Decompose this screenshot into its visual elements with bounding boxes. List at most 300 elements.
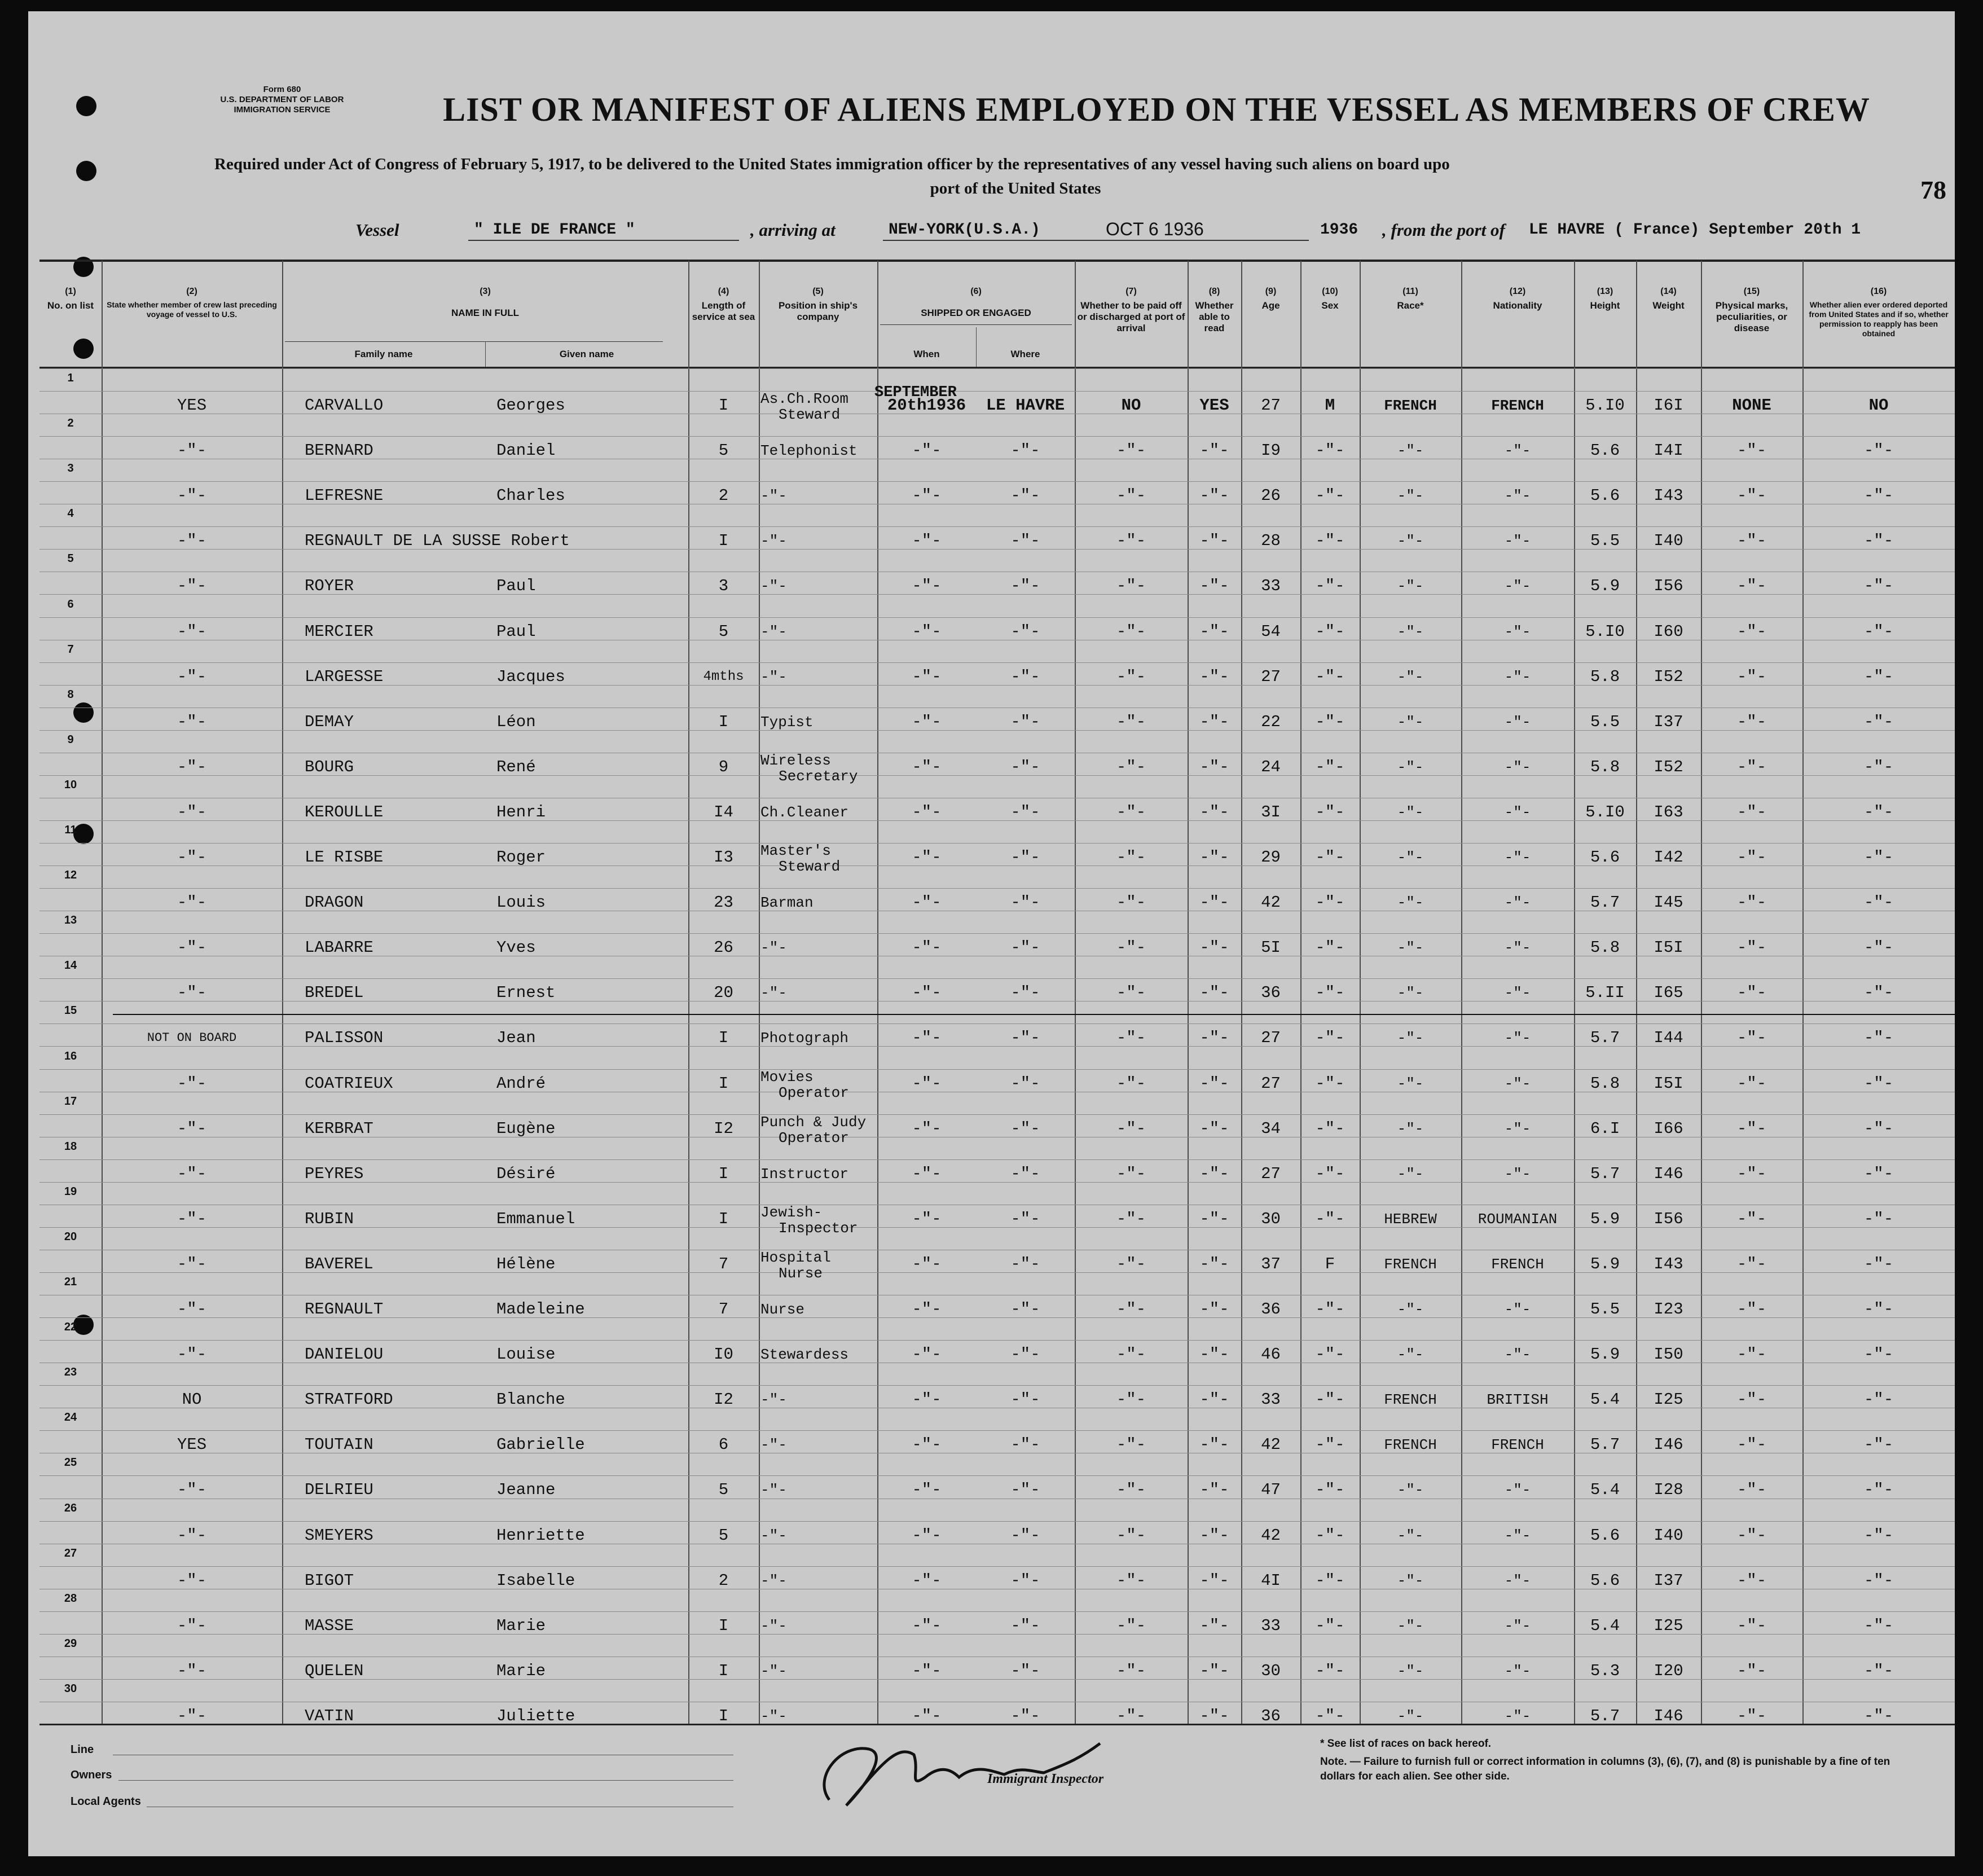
nationality-cell: -"- xyxy=(1504,1707,1531,1725)
column-title: State whether member of crew last preceding voyage of vessel to U.S. xyxy=(107,300,277,319)
position-cell-2: Secretary xyxy=(779,767,858,785)
previous-voyage-cell: -"- xyxy=(177,486,207,506)
able-to-read-cell: -"- xyxy=(1199,848,1229,867)
paid-off-cell: -"- xyxy=(1116,1526,1146,1545)
weight-cell: I40 xyxy=(1654,1526,1683,1545)
shipped-where-cell: -"- xyxy=(1010,622,1040,641)
shipped-where-cell: -"- xyxy=(1010,667,1040,686)
owners-label: Owners xyxy=(71,1769,112,1781)
nationality-cell: -"- xyxy=(1504,1572,1531,1589)
form-id-block xyxy=(203,85,361,115)
shipped-where-cell: -"- xyxy=(1010,893,1040,912)
given-name-cell: Henri xyxy=(496,802,546,821)
age-cell: 27 xyxy=(1261,1074,1281,1093)
physical-marks-cell: -"- xyxy=(1736,1300,1767,1319)
row-rule xyxy=(39,617,1955,618)
shipped-where-cell: -"- xyxy=(1010,441,1040,460)
position-cell: Movies xyxy=(760,1068,814,1086)
family-name-cell: DELRIEU xyxy=(305,1480,373,1500)
deported-cell: -"- xyxy=(1863,1300,1894,1319)
position-cell-2: Steward xyxy=(779,858,841,875)
able-to-read-cell: -"- xyxy=(1199,983,1229,1003)
race-cell: FRENCH xyxy=(1384,1391,1437,1409)
position-cell: Nurse xyxy=(760,1301,805,1318)
service-length-cell: 5 xyxy=(718,441,729,460)
deported-cell: -"- xyxy=(1863,1480,1894,1500)
row-number: 4 xyxy=(67,507,74,520)
row-number: 23 xyxy=(64,1366,77,1379)
given-name-cell: Jeanne xyxy=(496,1480,556,1500)
able-to-read-cell: -"- xyxy=(1199,667,1229,686)
column-subtitle: When xyxy=(913,349,940,359)
deported-cell: -"- xyxy=(1863,1029,1894,1048)
sex-cell: -"- xyxy=(1315,1706,1345,1725)
family-name-cell: MASSE xyxy=(305,1616,354,1635)
race-cell: -"- xyxy=(1397,849,1424,866)
row-rule xyxy=(39,1385,1955,1386)
able-to-read-cell: -"- xyxy=(1199,1074,1229,1093)
paid-off-cell: -"- xyxy=(1116,1119,1146,1138)
service-length-cell: I xyxy=(718,1706,729,1725)
family-name-cell: DEMAY xyxy=(305,712,354,731)
height-cell: 5.7 xyxy=(1590,1164,1620,1183)
weight-cell: I42 xyxy=(1654,848,1683,867)
previous-voyage-cell: -"- xyxy=(177,1345,207,1364)
family-name-cell: CARVALLO xyxy=(305,396,384,415)
height-cell: 5.6 xyxy=(1590,1526,1620,1545)
column-number: (9) xyxy=(1265,287,1277,296)
race-cell: -"- xyxy=(1397,533,1424,550)
family-name-cell: STRATFORD xyxy=(305,1390,393,1409)
nationality-cell: FRENCH xyxy=(1491,1436,1544,1454)
row-rule xyxy=(39,1611,1955,1612)
race-cell: FRENCH xyxy=(1384,397,1437,414)
row-number: 11 xyxy=(64,824,77,836)
age-cell: 42 xyxy=(1261,1435,1281,1455)
position-cell: Punch & Judy xyxy=(760,1113,867,1131)
paid-off-cell: -"- xyxy=(1116,1571,1146,1590)
shipped-where-cell: -"- xyxy=(1010,1706,1040,1725)
previous-voyage-cell: -"- xyxy=(177,802,207,821)
height-cell: 5.6 xyxy=(1590,1571,1620,1590)
height-cell: 5.9 xyxy=(1590,1209,1620,1228)
column-title: Whether to be paid off or discharged at port of arrival xyxy=(1077,300,1185,333)
deported-cell: -"- xyxy=(1863,1571,1894,1590)
shipped-where-cell: -"- xyxy=(1010,983,1040,1003)
age-cell: 5I xyxy=(1261,938,1281,957)
nationality-cell: -"- xyxy=(1504,578,1531,595)
service-length-cell: I xyxy=(718,1616,729,1635)
column-title: Sex xyxy=(1321,300,1339,311)
age-cell: 37 xyxy=(1261,1254,1281,1273)
sex-cell: -"- xyxy=(1315,486,1345,506)
height-cell: 5.4 xyxy=(1590,1616,1620,1635)
able-to-read-cell: -"- xyxy=(1199,1254,1229,1273)
previous-voyage-cell: -"- xyxy=(177,441,207,460)
column-rule xyxy=(759,261,760,1724)
able-to-read-cell: -"- xyxy=(1199,1526,1229,1545)
paid-off-cell: -"- xyxy=(1116,1164,1146,1183)
row-rule xyxy=(39,933,1955,934)
service-length-cell: I xyxy=(718,396,729,415)
height-cell: 5.9 xyxy=(1590,1254,1620,1273)
weight-cell: I5I xyxy=(1654,1074,1683,1093)
vessel-label: Vessel xyxy=(355,220,399,240)
row-number: 3 xyxy=(67,462,74,475)
given-name-cell: Juliette xyxy=(496,1706,575,1725)
nationality-cell: -"- xyxy=(1504,668,1531,686)
weight-cell: I60 xyxy=(1654,622,1683,641)
physical-marks-cell: -"- xyxy=(1736,1571,1767,1590)
deported-cell: -"- xyxy=(1863,893,1894,912)
position-cell: Barman xyxy=(760,894,814,912)
sex-cell: -"- xyxy=(1315,1164,1345,1183)
weight-cell: I56 xyxy=(1654,1209,1683,1228)
age-cell: 33 xyxy=(1261,1390,1281,1409)
given-name-cell: Daniel xyxy=(496,441,556,460)
able-to-read-cell: -"- xyxy=(1199,1209,1229,1228)
able-to-read-cell: -"- xyxy=(1199,802,1229,821)
able-to-read-cell: -"- xyxy=(1199,1616,1229,1635)
position-cell: -"- xyxy=(760,1572,787,1589)
deported-cell: -"- xyxy=(1863,1119,1894,1138)
deported-cell: NO xyxy=(1868,396,1889,415)
given-name-cell: Blanche xyxy=(496,1390,565,1409)
family-name-cell: BOURG xyxy=(305,757,354,776)
sex-cell: -"- xyxy=(1315,1435,1345,1455)
given-name-cell: Yves xyxy=(496,938,536,957)
family-name-cell: BREDEL xyxy=(305,983,364,1003)
height-cell: 5.6 xyxy=(1590,441,1620,460)
arrival-year: 1936 xyxy=(1320,221,1358,239)
vessel-name: " ILE DE FRANCE " xyxy=(474,221,635,239)
paid-off-cell: -"- xyxy=(1116,938,1146,957)
column-title: NAME IN FULL xyxy=(451,307,519,318)
height-cell: 5.6 xyxy=(1590,848,1620,867)
position-cell: Telephonist xyxy=(760,442,858,460)
able-to-read-cell: -"- xyxy=(1199,1029,1229,1048)
age-cell: 54 xyxy=(1261,622,1281,641)
race-cell: -"- xyxy=(1397,623,1424,640)
service-name: IMMIGRATION SERVICE xyxy=(234,105,331,115)
race-cell: -"- xyxy=(1397,1482,1424,1499)
age-cell: 36 xyxy=(1261,1706,1281,1725)
previous-voyage-cell: NOT ON BOARD xyxy=(147,1031,237,1045)
row-number: 15 xyxy=(64,1004,77,1017)
position-cell: -"- xyxy=(760,939,787,957)
height-cell: 5.I0 xyxy=(1585,396,1625,415)
race-note: * See list of races on back hereof. xyxy=(1320,1738,1492,1750)
physical-marks-cell: -"- xyxy=(1736,1616,1767,1635)
previous-voyage-cell: -"- xyxy=(177,622,207,641)
sex-cell: -"- xyxy=(1315,757,1345,776)
shipped-where-cell: -"- xyxy=(1010,1074,1040,1093)
position-cell: -"- xyxy=(760,533,787,550)
nationality-cell: -"- xyxy=(1504,894,1531,912)
physical-marks-cell: -"- xyxy=(1736,938,1767,957)
column-number: (10) xyxy=(1322,287,1338,296)
family-name-cell: LE RISBE xyxy=(305,848,384,867)
row-number: 13 xyxy=(64,914,77,927)
row-rule xyxy=(39,368,1955,369)
previous-voyage-cell: -"- xyxy=(177,667,207,686)
given-name-cell: Désiré xyxy=(496,1164,556,1183)
race-cell: -"- xyxy=(1397,668,1424,686)
weight-cell: I52 xyxy=(1654,757,1683,776)
shipped-where-cell: -"- xyxy=(1010,802,1040,821)
deported-cell: -"- xyxy=(1863,1435,1894,1455)
deported-cell: -"- xyxy=(1863,486,1894,506)
service-length-cell: 7 xyxy=(718,1254,729,1273)
family-name-cell: QUELEN xyxy=(305,1661,364,1680)
punch-hole xyxy=(76,161,96,181)
paid-off-cell: -"- xyxy=(1116,1074,1146,1093)
height-cell: 5.8 xyxy=(1590,757,1620,776)
row-number: 2 xyxy=(67,417,74,430)
age-cell: 30 xyxy=(1261,1661,1281,1680)
arrival-date-stamp: OCT 6 1936 xyxy=(1106,219,1204,239)
deported-cell: -"- xyxy=(1863,1209,1894,1228)
row-rule xyxy=(39,436,1955,437)
row-number: 16 xyxy=(64,1049,77,1062)
sex-cell: -"- xyxy=(1315,441,1345,460)
service-length-cell: I xyxy=(718,1209,729,1228)
age-cell: 33 xyxy=(1261,1616,1281,1635)
shipped-month: SEPTEMBER xyxy=(874,384,957,401)
row-number: 20 xyxy=(64,1230,77,1243)
given-name-cell: Roger xyxy=(496,848,546,867)
able-to-read-cell: -"- xyxy=(1199,441,1229,460)
sex-cell: -"- xyxy=(1315,1616,1345,1635)
sex-cell: -"- xyxy=(1315,1661,1345,1680)
page-subtitle-2: port of the United States xyxy=(930,179,1101,197)
family-name-cell: KERBRAT xyxy=(305,1119,373,1138)
physical-marks-cell: -"- xyxy=(1736,531,1767,551)
column-title: Whether alien ever ordered deported from United States and if so, whether permission to reapply has been obtained xyxy=(1809,300,1949,338)
inspector-label: Immigrant Inspector xyxy=(987,1772,1104,1786)
previous-voyage-cell: -"- xyxy=(177,983,207,1003)
service-length-cell: I2 xyxy=(714,1390,733,1409)
column-subtitle: Given name xyxy=(559,349,614,359)
able-to-read-cell: -"- xyxy=(1199,1435,1229,1455)
family-name-cell: DANIELOU xyxy=(305,1345,384,1364)
column-number: (3) xyxy=(480,287,491,296)
weight-cell: I52 xyxy=(1654,667,1683,686)
previous-voyage-cell: -"- xyxy=(177,712,207,731)
given-name-cell: Jacques xyxy=(496,667,565,686)
deported-cell: -"- xyxy=(1863,983,1894,1003)
nationality-cell: -"- xyxy=(1504,1301,1531,1318)
shipped-when-cell: -"- xyxy=(912,893,942,912)
position-cell: -"- xyxy=(760,1527,787,1544)
shipped-when-cell: -"- xyxy=(912,1480,942,1500)
previous-voyage-cell: -"- xyxy=(177,1074,207,1093)
service-length-cell: I xyxy=(718,1164,729,1183)
row-number: 30 xyxy=(64,1682,77,1695)
shipped-when-cell: -"- xyxy=(912,1345,942,1364)
column-title: Whether able to read xyxy=(1195,300,1234,333)
sex-cell: -"- xyxy=(1315,667,1345,686)
row-rule xyxy=(39,662,1955,663)
service-length-cell: 9 xyxy=(718,757,729,776)
height-cell: 5.II xyxy=(1585,983,1625,1003)
paid-off-cell: -"- xyxy=(1116,1300,1146,1319)
age-cell: 42 xyxy=(1261,893,1281,912)
weight-cell: I66 xyxy=(1654,1119,1683,1138)
form-number: Form 680 xyxy=(263,85,301,94)
shipped-where-cell: -"- xyxy=(1010,712,1040,731)
paid-off-cell: -"- xyxy=(1116,1345,1146,1364)
race-cell: -"- xyxy=(1397,1165,1424,1183)
position-cell-2: Steward xyxy=(779,406,841,423)
service-length-cell: I0 xyxy=(714,1345,733,1364)
previous-voyage-cell: -"- xyxy=(177,1300,207,1319)
physical-marks-cell: -"- xyxy=(1736,1435,1767,1455)
race-cell: -"- xyxy=(1397,1617,1424,1635)
service-length-cell: I4 xyxy=(714,802,733,821)
nationality-cell: -"- xyxy=(1504,1120,1531,1137)
previous-voyage-cell: YES xyxy=(177,1435,207,1455)
shipped-where-cell: -"- xyxy=(1010,1390,1040,1409)
row-number: 21 xyxy=(64,1276,77,1288)
height-cell: 5.8 xyxy=(1590,938,1620,957)
row-rule xyxy=(39,888,1955,889)
column-number: (14) xyxy=(1660,287,1677,296)
given-name-cell: Léon xyxy=(496,712,536,731)
race-cell: -"- xyxy=(1397,985,1424,1002)
shipped-where-cell: -"- xyxy=(1010,1254,1040,1273)
age-cell: 27 xyxy=(1261,1029,1281,1048)
given-name-cell: Marie xyxy=(496,1616,546,1635)
paid-off-cell: -"- xyxy=(1116,441,1146,460)
height-cell: 5.I0 xyxy=(1585,622,1625,641)
column-title: Height xyxy=(1590,300,1620,311)
previous-voyage-cell: -"- xyxy=(177,1571,207,1590)
punch-hole xyxy=(73,702,94,723)
weight-cell: I28 xyxy=(1654,1480,1683,1500)
race-cell: -"- xyxy=(1397,1301,1424,1318)
column-title: SHIPPED OR ENGAGED xyxy=(921,307,1031,318)
department-name: U.S. DEPARTMENT OF LABOR xyxy=(220,95,344,104)
position-cell: Wireless xyxy=(760,752,831,769)
given-name-cell: Gabrielle xyxy=(496,1435,585,1455)
weight-cell: I45 xyxy=(1654,893,1683,912)
nationality-cell: -"- xyxy=(1504,442,1531,460)
physical-marks-cell: -"- xyxy=(1736,848,1767,867)
race-cell: -"- xyxy=(1397,1075,1424,1092)
able-to-read-cell: YES xyxy=(1199,396,1229,415)
nationality-cell: FRENCH xyxy=(1491,1255,1544,1273)
deported-cell: -"- xyxy=(1863,1254,1894,1273)
able-to-read-cell: -"- xyxy=(1199,1390,1229,1409)
column-title: Race* xyxy=(1397,300,1424,311)
previous-voyage-cell: -"- xyxy=(177,1119,207,1138)
row-rule xyxy=(39,391,1955,392)
given-name-cell: Marie xyxy=(496,1661,546,1680)
weight-cell: I65 xyxy=(1654,983,1683,1003)
previous-voyage-cell: -"- xyxy=(177,1209,207,1228)
row-rule xyxy=(39,1430,1955,1431)
weight-cell: I37 xyxy=(1654,712,1683,731)
sex-cell: -"- xyxy=(1315,848,1345,867)
race-cell: FRENCH xyxy=(1384,1255,1437,1273)
row-number: 10 xyxy=(64,778,77,791)
column-rule xyxy=(282,261,283,1724)
previous-voyage-cell: -"- xyxy=(177,848,207,867)
physical-marks-cell: NONE xyxy=(1732,396,1771,415)
height-cell: 5.5 xyxy=(1590,531,1620,551)
column-number: (6) xyxy=(970,287,982,296)
previous-voyage-cell: -"- xyxy=(177,757,207,776)
service-length-cell: I xyxy=(718,1661,729,1680)
column-number: (7) xyxy=(1125,287,1137,296)
physical-marks-cell: -"- xyxy=(1736,983,1767,1003)
note-text: — Failure to furnish full or correct information in columns (3), (6), (7), and (8) is punishable by a fine of ten dollars for each alien. See other side. xyxy=(1320,1756,1890,1782)
column-subtitle: Where xyxy=(1010,349,1040,359)
column-title: Position in ship's company xyxy=(778,300,858,322)
punch-hole xyxy=(76,96,96,116)
physical-marks-cell: -"- xyxy=(1736,622,1767,641)
height-cell: 5.5 xyxy=(1590,1300,1620,1319)
previous-voyage-cell: -"- xyxy=(177,1706,207,1725)
nationality-cell: -"- xyxy=(1504,713,1531,731)
sex-cell: -"- xyxy=(1315,1345,1345,1364)
position-cell: Jewish- xyxy=(760,1203,823,1221)
position-cell: -"- xyxy=(760,1617,787,1635)
able-to-read-cell: -"- xyxy=(1199,577,1229,596)
age-cell: 33 xyxy=(1261,577,1281,596)
column-title: Physical marks, peculiarities, or disease xyxy=(1715,300,1788,333)
race-cell: -"- xyxy=(1397,1120,1424,1137)
from-label: , from the port of xyxy=(1382,220,1505,240)
sex-cell: -"- xyxy=(1315,1300,1345,1319)
nationality-cell: -"- xyxy=(1504,487,1531,505)
weight-cell: I5I xyxy=(1654,938,1683,957)
shipped-where-cell: -"- xyxy=(1010,1345,1040,1364)
shipped-when-cell: -"- xyxy=(912,441,942,460)
height-cell: 5.8 xyxy=(1590,667,1620,686)
height-cell: 5.7 xyxy=(1590,1706,1620,1725)
nationality-cell: BRITISH xyxy=(1487,1391,1549,1409)
height-cell: 6.I xyxy=(1590,1119,1620,1138)
shipped-where-cell: -"- xyxy=(1010,1209,1040,1228)
shipped-when-cell: -"- xyxy=(912,1616,942,1635)
given-name-cell: Paul xyxy=(496,577,536,596)
paid-off-cell: -"- xyxy=(1116,1661,1146,1680)
shipped-when-cell: -"- xyxy=(912,577,942,596)
physical-marks-cell: -"- xyxy=(1736,441,1767,460)
family-name-cell: MERCIER xyxy=(305,622,373,641)
race-cell: -"- xyxy=(1397,578,1424,595)
physical-marks-cell: -"- xyxy=(1736,1209,1767,1228)
inspector-signature xyxy=(807,1710,1123,1822)
service-length-cell: 7 xyxy=(718,1300,729,1319)
previous-voyage-cell: -"- xyxy=(177,577,207,596)
deported-cell: -"- xyxy=(1863,938,1894,957)
column-number: (15) xyxy=(1743,287,1760,296)
shipped-where-cell: -"- xyxy=(1010,1300,1040,1319)
height-cell: 5.4 xyxy=(1590,1390,1620,1409)
shipped-where-cell: -"- xyxy=(1010,938,1040,957)
service-length-cell: 5 xyxy=(718,622,729,641)
sex-cell: -"- xyxy=(1315,1074,1345,1093)
sex-cell: -"- xyxy=(1315,1571,1345,1590)
sex-cell: -"- xyxy=(1315,1119,1345,1138)
service-length-cell: 5 xyxy=(718,1526,729,1545)
column-subtitle: Family name xyxy=(354,349,413,359)
paid-off-cell: -"- xyxy=(1116,848,1146,867)
manifest-sheet xyxy=(28,11,1955,1856)
